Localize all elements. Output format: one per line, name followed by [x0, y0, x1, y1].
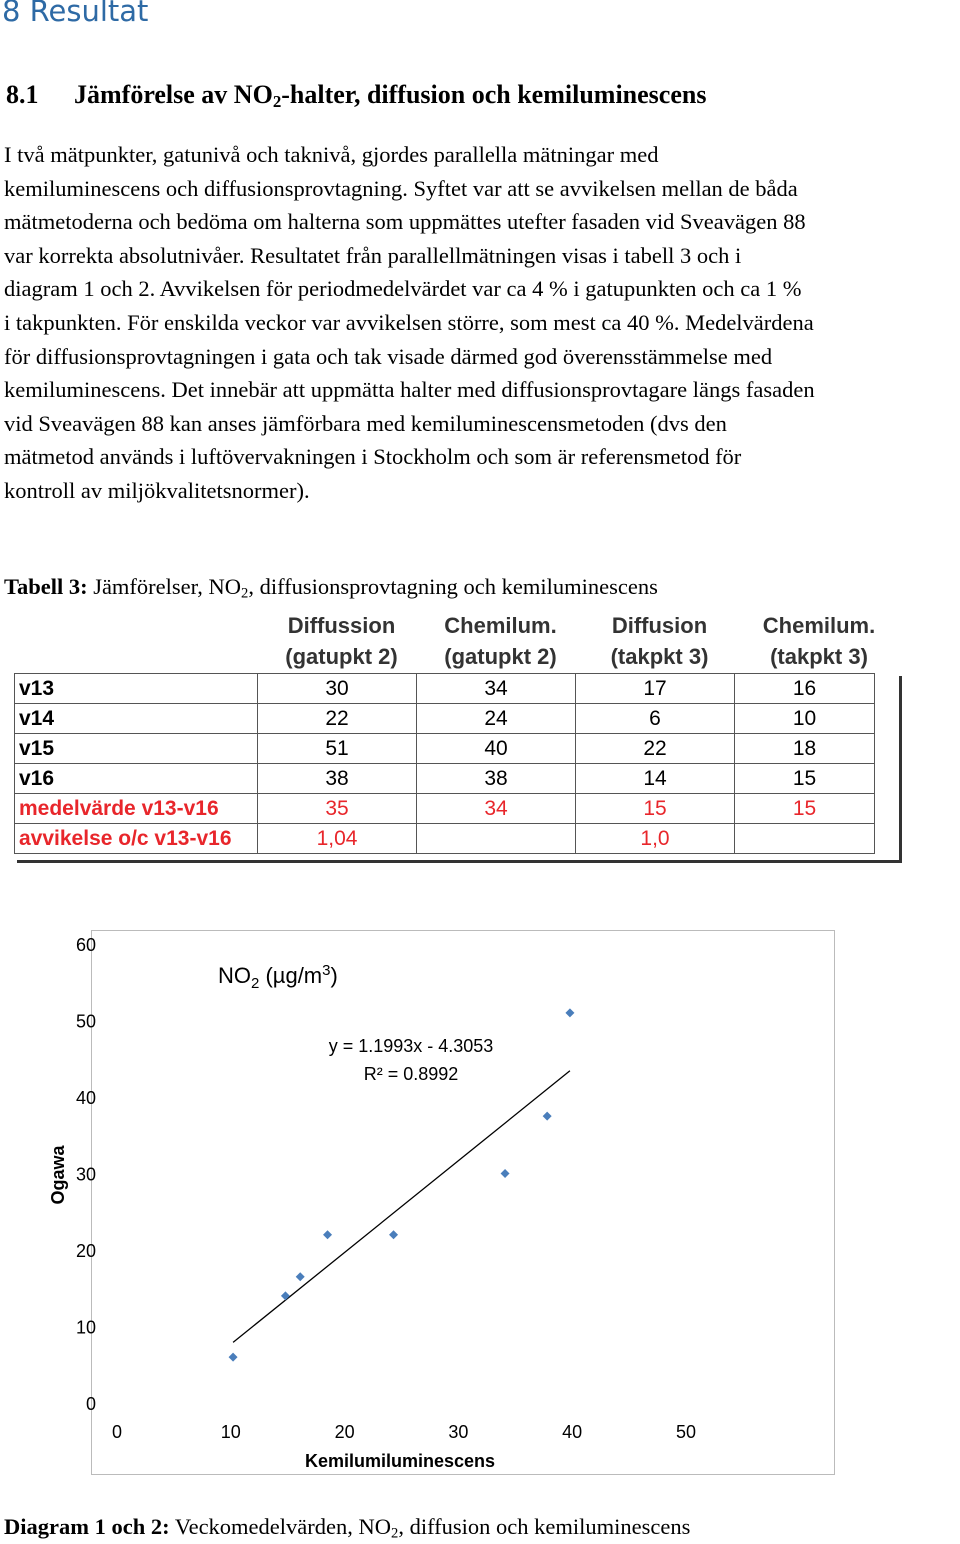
- row-label: medelvärde v13-v16: [15, 794, 258, 824]
- paragraph-line: i takpunkten. För enskilda veckor var avvikelsen större, som mest ca 40 %. Medelvärdena: [4, 309, 814, 335]
- data-point-marker: [389, 1230, 398, 1239]
- table-caption-post: , diffusionsprovtagning och kemiluminescens: [248, 574, 658, 599]
- row-label: v15: [15, 734, 258, 764]
- header-line: Chemilum.: [444, 613, 557, 638]
- trendline: [233, 1071, 570, 1343]
- table-cell: 17: [576, 674, 735, 704]
- table-cell: 22: [258, 704, 417, 734]
- table-cell: 15: [576, 794, 735, 824]
- subsection-title-pre: Jämförelse av NO: [74, 80, 273, 109]
- row-label: v16: [15, 764, 258, 794]
- paragraph-line: för diffusionsprovtagningen i gata och tak visade därmed god överensstämmelse med: [4, 343, 773, 369]
- chart-title-sub: 2: [251, 975, 260, 992]
- table-cell: 1,0: [576, 824, 735, 854]
- x-axis-label: Kemilumiluminescens: [304, 1451, 496, 1471]
- paragraph-line: diagram 1 och 2. Avvikelsen för periodmedelvärdet var ca 4 % i gatupunkten och ca 1 %: [4, 276, 802, 302]
- data-points: [229, 1008, 575, 1361]
- subsection-title-sub: 2: [272, 92, 282, 112]
- table-cell: 16: [735, 674, 875, 704]
- x-tick-label: 40: [562, 1422, 583, 1442]
- y-tick-label: 60: [75, 935, 96, 955]
- table-cell: 14: [576, 764, 735, 794]
- x-tick-label: 20: [334, 1422, 355, 1442]
- header-line: (gatupkt 2): [285, 644, 398, 669]
- diagram-caption-post: , diffusion och kemiluminescens: [398, 1514, 691, 1539]
- row-label: v13: [15, 674, 258, 704]
- y-axis-label: Ogawa: [48, 1145, 68, 1205]
- x-tick-label: 50: [675, 1422, 697, 1442]
- section-heading: 8 Resultat: [2, 0, 149, 28]
- table-cell: 15: [735, 764, 875, 794]
- data-point-marker: [229, 1353, 238, 1362]
- trend-equation: y = 1.1993x - 4.3053: [328, 1036, 494, 1056]
- data-point-marker: [565, 1008, 574, 1017]
- y-tick-label: 0: [85, 1394, 96, 1414]
- table-cell: 34: [417, 794, 576, 824]
- row-label: v14: [15, 704, 258, 734]
- diagram-caption: [4, 1514, 690, 1543]
- table-cell: 18: [735, 734, 875, 764]
- subsection-number: 8.1: [6, 80, 39, 109]
- table-cell: 30: [258, 674, 417, 704]
- table-caption-sub: 2: [241, 585, 249, 602]
- chart-title-end: ): [330, 963, 338, 988]
- table-cell: 1,04: [258, 824, 417, 854]
- diagram-caption-pre: Veckomedelvärden, NO: [169, 1514, 391, 1539]
- x-tick-label: 0: [111, 1422, 123, 1442]
- table-cell: 24: [417, 704, 576, 734]
- y-tick-label: 40: [75, 1088, 96, 1108]
- data-point-marker: [323, 1230, 332, 1239]
- diagram-caption-sub: 2: [391, 1525, 399, 1542]
- header-line: Diffusion: [611, 613, 708, 638]
- chart-title: [218, 962, 338, 992]
- chart-title-sup: 3: [322, 962, 331, 979]
- paragraph-line: mätmetoderna och bedöma om halterna som uppmättes utefter fasaden vid Sveavägen 88: [4, 209, 806, 235]
- header-line: (gatupkt 2): [444, 644, 557, 669]
- x-tick-label: 30: [448, 1422, 469, 1442]
- table-cell: 15: [735, 794, 875, 824]
- header-line: (takpkt 3): [610, 644, 709, 669]
- table-cell: 38: [258, 764, 417, 794]
- subsection-title-post: -halter, diffusion och kemiluminescens: [281, 80, 707, 109]
- paragraph-line: I två mätpunkter, gatunivå och taknivå, gjordes parallella mätningar med: [4, 142, 659, 167]
- table-cell: 51: [258, 734, 417, 764]
- row-label: avvikelse o/c v13-v16: [15, 824, 258, 854]
- data-point-marker: [281, 1291, 290, 1300]
- table-cell: 10: [735, 704, 875, 734]
- paragraph-line: kontroll av miljökvalitetsnormer).: [4, 477, 310, 503]
- chart-title-pre: NO: [218, 963, 251, 988]
- trend-r-squared: R² = 0.8992: [363, 1064, 459, 1084]
- y-tick-label: 20: [75, 1241, 96, 1261]
- chart-title-post: (µg/m: [259, 963, 323, 988]
- y-tick-label: 10: [75, 1317, 96, 1338]
- table-caption-pre: Jämförelser, NO: [87, 574, 241, 599]
- paragraph-line: vid Sveavägen 88 kan anses jämförbara med kemiluminescensmetoden (dvs den: [4, 410, 727, 436]
- data-point-marker: [501, 1169, 510, 1178]
- y-tick-label: 50: [75, 1011, 96, 1032]
- table-cell: 35: [258, 794, 417, 824]
- data-point-marker: [543, 1112, 552, 1121]
- table-cell: 40: [417, 734, 576, 764]
- y-tick-label: 30: [75, 1164, 96, 1185]
- x-tick-group: [112, 1422, 696, 1442]
- y-tick-group: [76, 935, 96, 1414]
- x-tick-label: 10: [220, 1422, 241, 1442]
- header-line: (takpkt 3): [770, 644, 868, 669]
- header-line: Chemilum.: [762, 613, 876, 638]
- table-cell: 38: [417, 764, 576, 794]
- diagram-caption-label: Diagram 1 och 2:: [4, 1514, 170, 1539]
- table-cell: 22: [576, 734, 735, 764]
- table-caption-label: Tabell 3:: [4, 574, 88, 599]
- table-cell: 6: [576, 704, 735, 734]
- paragraph-line: var korrekta absolutnivåer. Resultatet från parallellmätningen visas i tabell 3 och i: [4, 242, 742, 268]
- paragraph-line: mätmetod används i luftövervakningen i Stockholm och som är referensmetod för: [4, 444, 742, 470]
- paragraph-line: kemiluminescens. Det innebär att uppmätta halter med diffusionsprovtagare längs fasaden: [4, 377, 815, 403]
- paragraph-line: kemiluminescens och diffusionsprovtagning. Syftet var att se avvikelsen mellan de båda: [4, 175, 798, 201]
- data-point-marker: [296, 1272, 305, 1281]
- header-line: Diffussion: [287, 613, 396, 638]
- table-cell: 34: [417, 674, 576, 704]
